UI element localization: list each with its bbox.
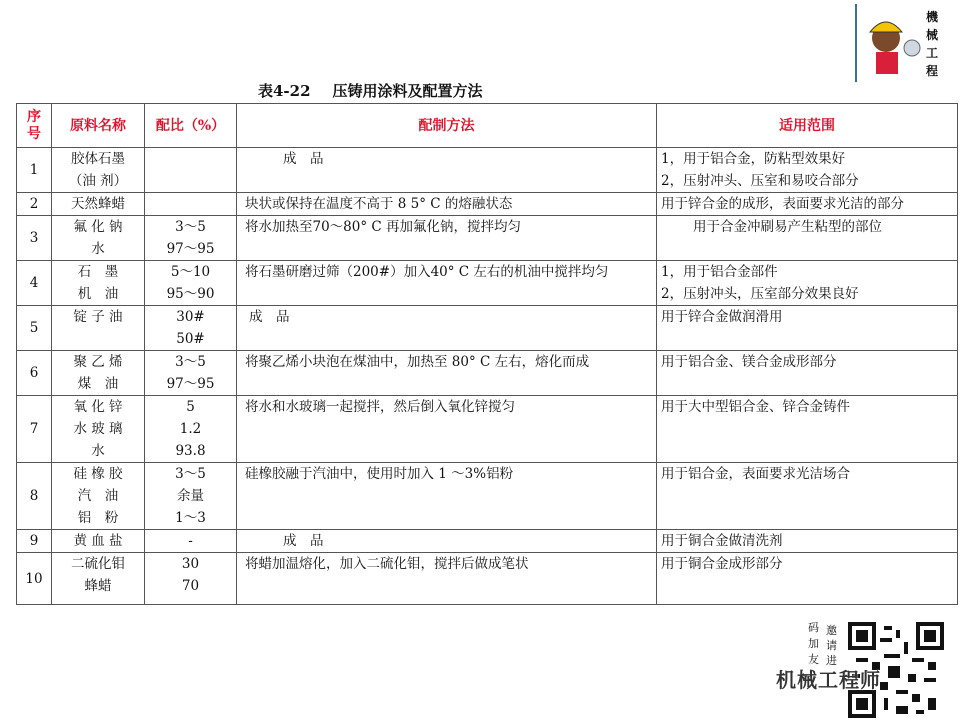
- table-row: [17, 351, 958, 396]
- usage-scope: [657, 530, 958, 553]
- table-row: [17, 306, 958, 351]
- ratio-value: 70: [181, 578, 200, 594]
- header-no: 序号: [17, 104, 52, 148]
- usage-scope: [657, 553, 958, 605]
- material-name: 氟 化 钠: [73, 219, 123, 235]
- usage-line: 1，用于铝合金，防粘型效果好: [661, 151, 846, 167]
- material-name: 石 墨: [77, 264, 119, 280]
- row-number: 5: [17, 306, 52, 351]
- preparation-method: 硅橡胶融于汽油中，使用时加入 1 ～3%铝粉: [237, 463, 657, 530]
- usage-line: 用于大中型铝合金、锌合金铸件: [661, 399, 850, 415]
- table-row: [17, 216, 958, 261]
- ratio-values: [145, 148, 237, 193]
- preparation-method: 成 品: [237, 530, 657, 553]
- preparation-method: 将石墨研磨过筛（200#）加入40° C 左右的机油中搅拌均匀: [237, 261, 657, 306]
- preparation-method: 将蜡加温熔化，加入二硫化钼，搅拌后做成笔状: [237, 553, 657, 605]
- ratio-value: 1.2: [179, 421, 202, 437]
- ratio-value: 30#: [176, 309, 205, 325]
- material-name: 天然蜂蜡: [71, 196, 125, 212]
- material-names: [52, 306, 145, 351]
- material-names: [52, 351, 145, 396]
- row-number: 9: [17, 530, 52, 553]
- ratio-value: 5: [186, 399, 195, 415]
- ratio-values: [145, 553, 237, 605]
- mascot-char: 機: [925, 10, 938, 24]
- table-row: [17, 396, 958, 463]
- invite-char: 加: [808, 637, 819, 650]
- ratio-value: 50#: [176, 331, 205, 347]
- invite-char: 邀: [826, 624, 837, 637]
- usage-scope: [657, 148, 958, 193]
- material-name: 水: [91, 241, 105, 257]
- invite-char: 友: [808, 653, 819, 666]
- preparation-method: 块状或保持在温度不高于 8 5° C 的熔融状态: [237, 193, 657, 216]
- material-name: 蜂蜡: [84, 578, 112, 594]
- usage-scope: [657, 193, 958, 216]
- row-number: 2: [17, 193, 52, 216]
- material-name: （油 剂）: [68, 173, 128, 189]
- usage-scope: [657, 306, 958, 351]
- ratio-values: [145, 463, 237, 530]
- header-method: 配制方法: [237, 104, 657, 148]
- usage-line: 用于铜合金成形部分: [661, 556, 783, 572]
- mascot-label: [922, 8, 942, 80]
- usage-line: 用于铝合金，表面要求光洁场合: [661, 466, 850, 482]
- preparation-method: 成 品: [237, 148, 657, 193]
- material-names: [52, 193, 145, 216]
- row-number: 6: [17, 351, 52, 396]
- row-number: 7: [17, 396, 52, 463]
- usage-line: 用于合金冲刷易产生粘型的部位: [693, 219, 882, 235]
- material-name: 汽 油: [77, 488, 119, 504]
- invite-text-2: [826, 623, 840, 668]
- preparation-method: 将水加热至70～80° C 再加氟化钠，搅拌均匀: [237, 216, 657, 261]
- row-number: 1: [17, 148, 52, 193]
- table-row: [17, 463, 958, 530]
- ratio-value: 30: [181, 556, 200, 572]
- ratio-values: [145, 396, 237, 463]
- material-name: 机 油: [77, 286, 119, 302]
- ratio-value: 3～5: [175, 354, 206, 370]
- usage-scope: [657, 396, 958, 463]
- ratio-values: [145, 306, 237, 351]
- row-number: 10: [17, 553, 52, 605]
- material-names: [52, 553, 145, 605]
- table-row: [17, 261, 958, 306]
- header-usage: 适用范围: [657, 104, 958, 148]
- ratio-values: [145, 193, 237, 216]
- ratio-values: [145, 530, 237, 553]
- material-names: [52, 463, 145, 530]
- mascot-char: 程: [925, 64, 938, 78]
- material-names: [52, 530, 145, 553]
- row-number: 4: [17, 261, 52, 306]
- usage-scope: [657, 351, 958, 396]
- ratio-value: 97～95: [166, 376, 215, 392]
- usage-line: 用于锌合金的成形，表面要求光洁的部分: [661, 196, 904, 212]
- preparation-method: 将水和水玻璃一起搅拌，然后倒入氧化锌搅匀: [237, 396, 657, 463]
- header-row: [17, 104, 958, 148]
- row-number: 3: [17, 216, 52, 261]
- usage-line: 用于铜合金做清洗剂: [661, 533, 783, 549]
- usage-scope: [657, 261, 958, 306]
- ratio-value: 5～10: [170, 264, 211, 280]
- table-row: [17, 193, 958, 216]
- ratio-value: -: [188, 533, 193, 549]
- material-name: 水: [91, 443, 105, 459]
- mascot-char: 械: [925, 28, 938, 42]
- ratio-value: 1～3: [175, 510, 206, 526]
- coating-table: [16, 103, 958, 605]
- ratio-values: [145, 261, 237, 306]
- invite-char: 请: [826, 639, 837, 652]
- material-names: [52, 216, 145, 261]
- table-number: 表4-22: [258, 82, 311, 100]
- watermark-brand: 机械工程师: [776, 668, 881, 692]
- usage-line: 2，压射冲头，压室部分效果良好: [661, 286, 859, 302]
- table-row: [17, 530, 958, 553]
- ratio-value: 3～5: [175, 219, 206, 235]
- preparation-method: 将聚乙烯小块泡在煤油中，加热至 80° C 左右，熔化而成: [237, 351, 657, 396]
- material-names: [52, 148, 145, 193]
- material-name: 胶体石墨: [71, 151, 125, 167]
- usage-line: 1，用于铝合金部件: [661, 264, 778, 280]
- material-name: 煤 油: [77, 376, 119, 392]
- invite-char: 码: [808, 621, 819, 634]
- ratio-value: 93.8: [175, 443, 206, 459]
- ratio-values: [145, 216, 237, 261]
- ratio-value: 97～95: [166, 241, 215, 257]
- table-title: [258, 80, 483, 101]
- ratio-value: 余量: [177, 488, 204, 504]
- material-name: 锭 子 油: [73, 309, 123, 325]
- table-row: [17, 553, 958, 605]
- material-name: 铝 粉: [77, 510, 119, 526]
- ratio-value: 3～5: [175, 466, 206, 482]
- usage-line: 用于锌合金做润滑用: [661, 309, 783, 325]
- material-name: 氧 化 锌: [73, 399, 123, 415]
- usage-scope: [657, 463, 958, 530]
- ratio-values: [145, 351, 237, 396]
- material-name: 黄 血 盐: [73, 533, 123, 549]
- table-caption: 压铸用涂料及配置方法: [332, 82, 483, 100]
- invite-char: 进: [826, 654, 837, 667]
- header-ratio: 配比（%）: [145, 104, 237, 148]
- material-name: 水 玻 璃: [73, 421, 123, 437]
- usage-line: 2，压射冲头、压室和易咬合部分: [661, 173, 859, 189]
- material-names: [52, 261, 145, 306]
- preparation-method: 成 品: [237, 306, 657, 351]
- mascot-char: 工: [925, 46, 938, 60]
- usage-scope: [657, 216, 958, 261]
- row-number: 8: [17, 463, 52, 530]
- ratio-value: 95～90: [166, 286, 215, 302]
- material-name: 硅 橡 胶: [73, 466, 123, 482]
- material-names: [52, 396, 145, 463]
- header-name: 原料名称: [52, 104, 145, 148]
- material-name: 二硫化钼: [71, 556, 125, 572]
- material-name: 聚 乙 烯: [73, 354, 123, 370]
- usage-line: 用于铝合金、镁合金成形部分: [661, 354, 837, 370]
- table-row: [17, 148, 958, 193]
